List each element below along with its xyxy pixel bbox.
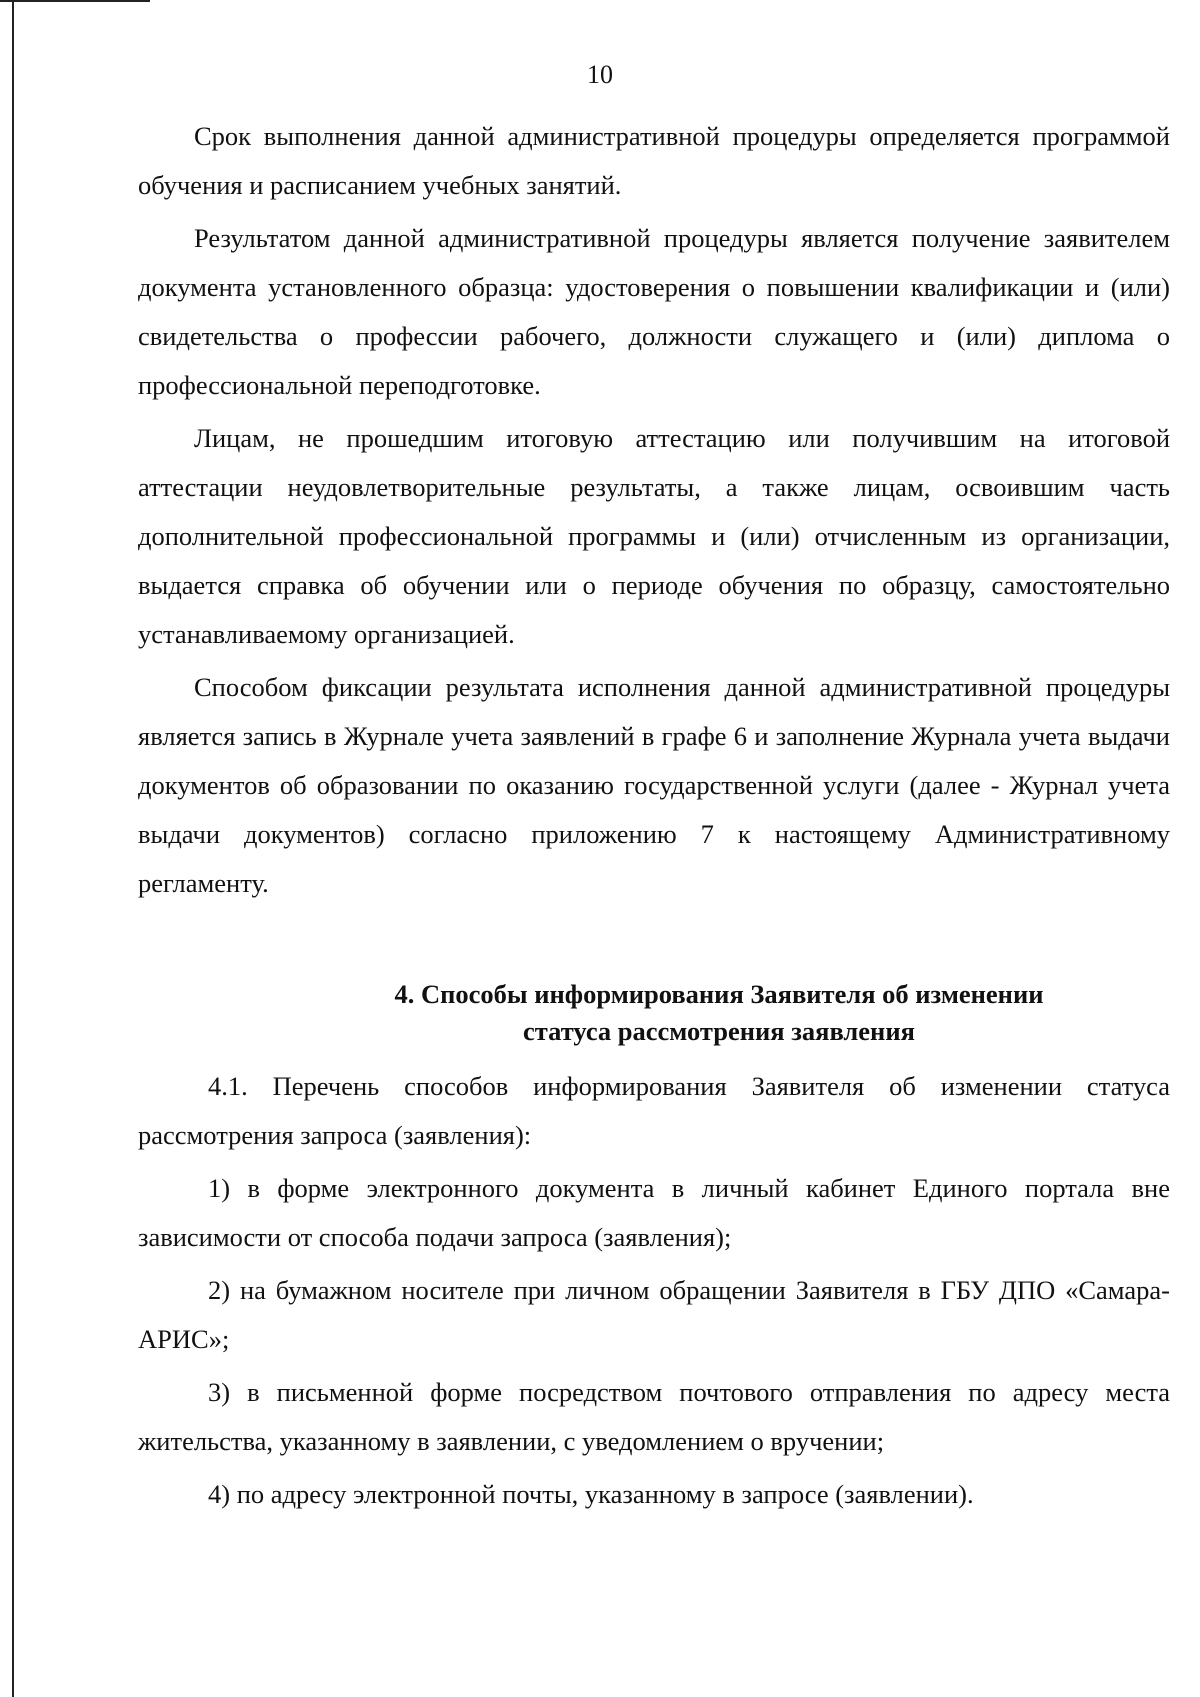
scan-border-top <box>0 0 150 2</box>
paragraph-certificate: Лицам, не прошедшим итоговую аттестацию или получившим на итоговой аттестации неудовлетворительные результаты, а также лицам, освоившим часть дополнительной профессиональной программы и (или) отчисленным из организации, выдается справка об обучении или о периоде обучения по образцу, самостоятельно устанавливаемому организацией. <box>138 423 1170 649</box>
section-heading-line-1: 4. Способы информирования Заявителя об изменении <box>394 979 1044 1009</box>
section-heading <box>138 976 1170 1050</box>
paragraph-result: Результатом данной административной процедуры является получение заявителем документа установленного образца: удостоверения о повышении квалификации и (или) свидетельства о профессии рабочего, должности служащего и (или) диплома о профессиональной переподготовке. <box>138 223 1170 400</box>
list-item-3: 3) в письменной форме посредством почтового отправления по адресу места жительства, указанному в заявлении, с уведомлением о вручении; <box>138 1377 1170 1456</box>
list-item-2: 2) на бумажном носителе при личном обращении Заявителя в ГБУ ДПО «Самара-АРИС»; <box>138 1275 1170 1354</box>
page-number: 10 <box>587 60 613 89</box>
list-item-1: 1) в форме электронного документа в личный кабинет Единого портала вне зависимости от способа подачи запроса (заявления); <box>138 1173 1170 1252</box>
section-intro: 4.1. Перечень способов информирования Заявителя об изменении статуса рассмотрения запроса (заявления): <box>138 1071 1170 1150</box>
section-heading-line-2: статуса рассмотрения заявления <box>523 1016 915 1046</box>
list-item-4: 4) по адресу электронной почты, указанному в запросе (заявлении). <box>208 1479 974 1509</box>
paragraph-deadline: Срок выполнения данной административной процедуры определяется программой обучения и расписанием учебных занятий. <box>138 121 1170 200</box>
paragraph-recording: Способом фиксации результата исполнения данной административной процедуры является запись в Журнале учета заявлений в графе 6 и заполнение Журнала учета выдачи документов об образовании по оказанию государственной услуги (далее - Журнал учета выдачи документов) согласно приложению 7 к настоящему Административному регламенту. <box>138 672 1170 898</box>
document-body <box>138 112 1170 1519</box>
scan-border-left <box>12 0 14 1697</box>
